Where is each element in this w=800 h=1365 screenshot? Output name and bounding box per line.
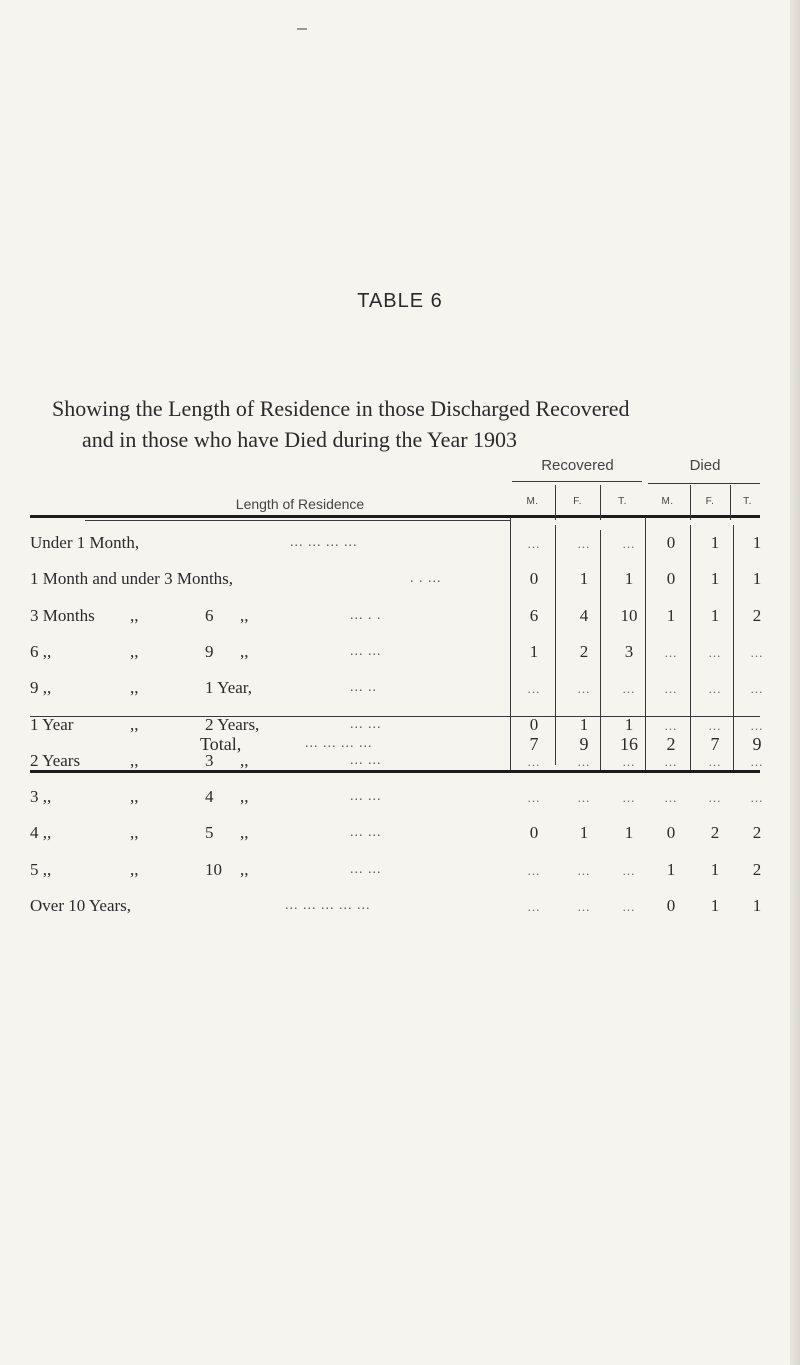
- table-cell: ...: [527, 754, 541, 769]
- row-label: [30, 569, 500, 599]
- table-cell: ...: [577, 790, 591, 805]
- table-cell: 1: [529, 642, 539, 661]
- table-top-rule: [30, 515, 760, 518]
- row-label-part: ,,: [240, 606, 249, 625]
- row-leader-dots: ... ...: [350, 862, 382, 877]
- row-label-part: 1 Year,: [205, 678, 253, 697]
- table-cell: ...: [622, 899, 636, 914]
- table-cell: 2: [752, 823, 762, 842]
- total-cell: 7: [529, 734, 539, 754]
- table-cell: ...: [527, 681, 541, 696]
- table-cell: ...: [527, 790, 541, 805]
- table-cell: ...: [750, 681, 764, 696]
- row-leader-dots: . . ...: [410, 571, 442, 586]
- recovered-header: Recovered: [541, 457, 614, 474]
- table-cell: 1: [624, 569, 634, 588]
- rec-f-header: F.: [573, 496, 582, 507]
- recovered-underline: [512, 481, 642, 482]
- page-smudge: [297, 28, 307, 30]
- row-label-part: 3 ,,: [30, 787, 52, 806]
- row-leader-dots: ... ...: [350, 825, 382, 840]
- total-cell: 2: [666, 734, 676, 754]
- died-t-header: T.: [743, 496, 752, 507]
- row-label-part: ,,: [130, 642, 139, 661]
- table-cell: 1: [579, 823, 589, 842]
- row-label: [30, 751, 500, 781]
- row-label-part: ,,: [240, 823, 249, 842]
- table-cell: 6: [529, 606, 539, 625]
- table-cell: 0: [666, 896, 676, 915]
- table-subtitle-line-2: and in those who have Died during the Year 1903: [82, 427, 518, 452]
- table-cell: 1: [666, 860, 676, 879]
- table-cell: ...: [750, 645, 764, 660]
- table-heading: TABLE 6: [357, 290, 443, 312]
- row-label-part: ,,: [240, 860, 249, 879]
- table-cell: ...: [577, 536, 591, 551]
- table-cell: 0: [529, 569, 539, 588]
- row-label-part: 10: [205, 860, 222, 879]
- table-cell: ...: [622, 681, 636, 696]
- table-cell: 1: [752, 569, 762, 588]
- died-underline: [648, 483, 760, 484]
- table-cell: 3: [624, 642, 634, 661]
- table-cell: ...: [750, 754, 764, 769]
- table-cell: ...: [708, 645, 722, 660]
- table-cell: 1: [624, 823, 634, 842]
- row-label: [30, 678, 500, 708]
- table-cell: 10: [620, 606, 638, 625]
- table-cell: ...: [527, 536, 541, 551]
- table-cell: ...: [664, 645, 678, 660]
- table-cell: 1: [624, 715, 634, 734]
- row-label: [30, 606, 500, 636]
- table-cell: 1: [710, 606, 720, 625]
- table-cell: ...: [664, 681, 678, 696]
- table-cell: 1: [710, 569, 720, 588]
- table-cell: ...: [708, 754, 722, 769]
- table-cell: ...: [577, 899, 591, 914]
- table-cell: ...: [664, 718, 678, 733]
- table-cell: ...: [527, 899, 541, 914]
- row-leader-dots: ... ... ... ...: [290, 535, 358, 550]
- row-label-part: 4: [205, 787, 214, 806]
- table-cell: 0: [666, 569, 676, 588]
- table-cell: 1: [710, 533, 720, 552]
- table-cell: 0: [529, 715, 539, 734]
- table-cell: ...: [622, 863, 636, 878]
- total-cell: 16: [620, 734, 638, 754]
- row-label: [30, 787, 500, 817]
- table-cell: ...: [750, 718, 764, 733]
- row-label: [30, 860, 500, 890]
- table-cell: 1: [579, 715, 589, 734]
- total-cell: 7: [710, 734, 720, 754]
- total-cell: 9: [579, 734, 589, 754]
- row-label-part: 9 ,,: [30, 678, 52, 697]
- table-cell: 1: [710, 896, 720, 915]
- table-cell: ...: [577, 681, 591, 696]
- table-cell: 1: [752, 896, 762, 915]
- row-label-part: ,,: [130, 715, 139, 734]
- row-label-part: ,,: [130, 678, 139, 697]
- table-cell: 0: [666, 823, 676, 842]
- table-cell: ...: [622, 754, 636, 769]
- stub-header: Length of Residence: [235, 496, 365, 512]
- table-cell: ...: [622, 790, 636, 805]
- row-leader-dots: ... ...: [350, 644, 382, 659]
- row-label-text: 1 Month and under 3 Months,: [30, 569, 234, 588]
- row-label-part: 1 Year: [30, 715, 74, 734]
- table-cell: 4: [579, 606, 589, 625]
- row-leader-dots: ... ..: [350, 680, 377, 695]
- table-cell: 2: [579, 642, 589, 661]
- row-leader-dots: ... . .: [350, 608, 382, 623]
- row-label: [30, 896, 500, 926]
- row-label: [30, 533, 500, 563]
- row-label: [30, 823, 500, 853]
- header-bottom-rule: [85, 520, 510, 521]
- table-cell: ...: [708, 790, 722, 805]
- row-label-part: 2 Years,: [205, 715, 260, 734]
- row-label-part: 2 Years: [30, 751, 81, 770]
- table-cell: ...: [527, 863, 541, 878]
- row-label-text: Over 10 Years,: [30, 896, 132, 915]
- total-label: Total,: [200, 734, 242, 754]
- row-label-text: Under 1 Month,: [30, 533, 140, 552]
- row-label-part: ,,: [130, 787, 139, 806]
- total-dots: ... ... ... ...: [305, 736, 373, 751]
- row-label: [30, 642, 500, 672]
- table-cell: ...: [708, 718, 722, 733]
- row-label-part: ,,: [130, 860, 139, 879]
- row-label-part: ,,: [130, 606, 139, 625]
- total-cell: 9: [752, 734, 762, 754]
- rec-t-header: T.: [618, 496, 627, 507]
- table-cell: 2: [752, 606, 762, 625]
- table-cell: 1: [579, 569, 589, 588]
- table-cell: 0: [666, 533, 676, 552]
- table-cell: ...: [622, 536, 636, 551]
- row-leader-dots: ... ...: [350, 717, 382, 732]
- table-cell: 1: [666, 606, 676, 625]
- table-cell: 1: [752, 533, 762, 552]
- table-cell: 1: [710, 860, 720, 879]
- table-cell: 2: [710, 823, 720, 842]
- row-leader-dots: ... ...: [350, 789, 382, 804]
- died-m-header: M.: [661, 496, 674, 507]
- row-leader-dots: ... ...: [350, 753, 382, 768]
- died-f-header: F.: [705, 496, 715, 507]
- row-label-part: ,,: [240, 787, 249, 806]
- table-subtitle-line-1: Showing the Length of Residence in those Discharged Recovered: [52, 396, 630, 421]
- table-cell: ...: [750, 790, 764, 805]
- table-cell: ...: [664, 754, 678, 769]
- row-label-part: 6: [205, 606, 214, 625]
- row-label-part: ,,: [130, 823, 139, 842]
- table-cell: 2: [752, 860, 762, 879]
- row-label-part: 4 ,,: [30, 823, 52, 842]
- died-header: Died: [689, 457, 721, 474]
- table-cell: ...: [708, 681, 722, 696]
- row-label-part: 5 ,,: [30, 860, 52, 879]
- row-label-part: 6 ,,: [30, 642, 52, 661]
- table-cell: ...: [577, 754, 591, 769]
- page-edge-shadow: [790, 0, 800, 1365]
- row-label-part: ,,: [240, 642, 249, 661]
- row-leader-dots: ... ... ... ... ...: [285, 898, 371, 913]
- row-label-part: ,,: [130, 751, 139, 770]
- table-cell: ...: [664, 790, 678, 805]
- row-label: [30, 715, 500, 745]
- rec-m-header: M.: [526, 496, 539, 507]
- row-label-part: 5: [205, 823, 214, 842]
- row-label-part: 9: [205, 642, 214, 661]
- table-cell: 0: [529, 823, 539, 842]
- table-cell: ...: [577, 863, 591, 878]
- row-label-part: 3 Months: [30, 606, 95, 625]
- row-label-part: 3: [205, 751, 214, 770]
- row-label-part: ,,: [240, 751, 249, 770]
